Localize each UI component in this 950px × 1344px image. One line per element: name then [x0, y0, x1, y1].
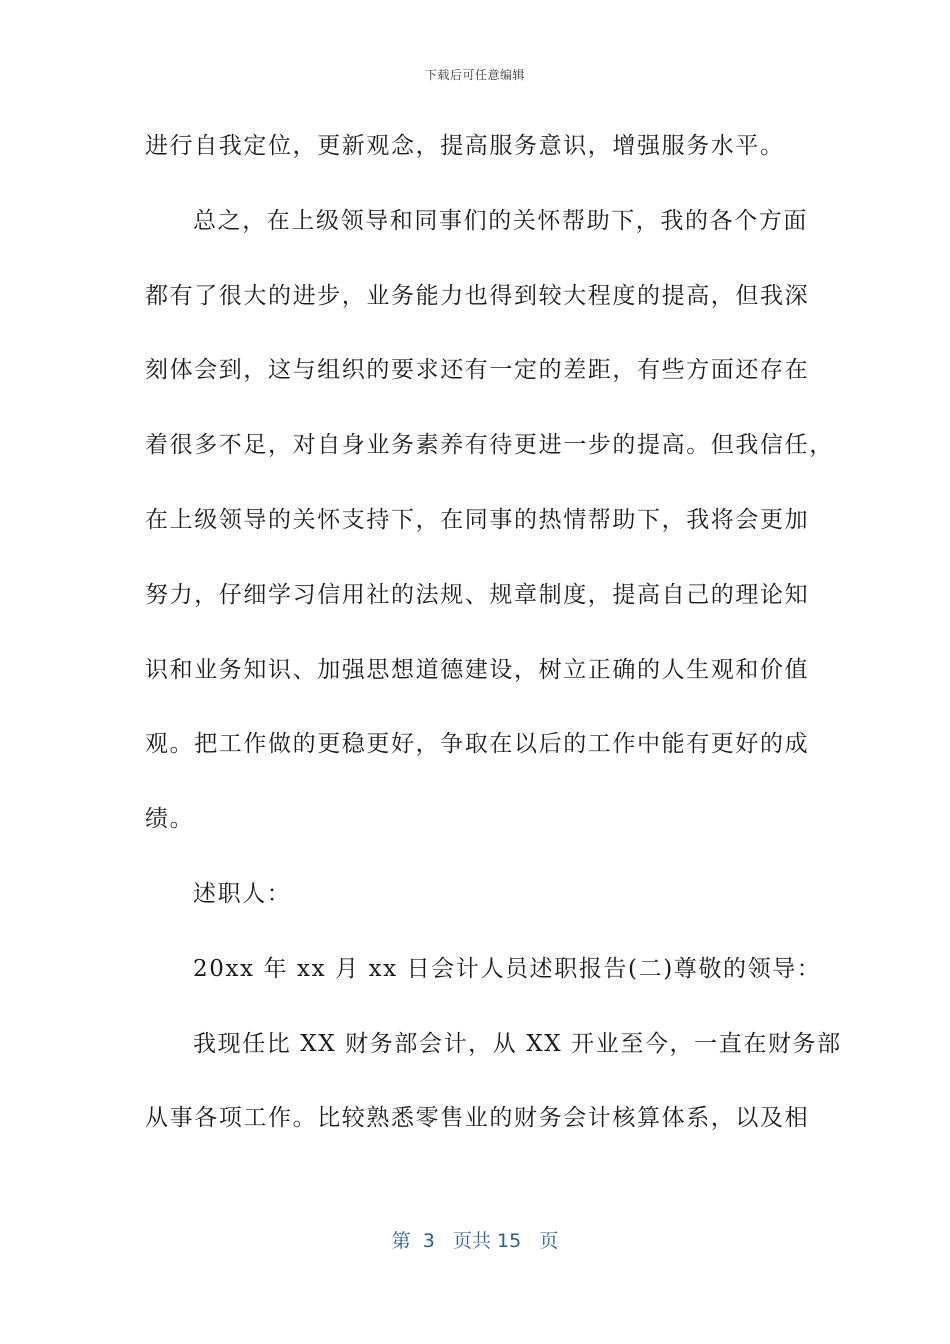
text-line: 刻体会到，这与组织的要求还有一定的差距，有些方面还存在 [145, 357, 810, 384]
text-line: 总之，在上级领导和同事们的关怀帮助下，我的各个方面 [193, 207, 808, 234]
footer-middle: 页共 [452, 1230, 491, 1252]
text-line: 20xx 年 xx 月 xx 日会计人员述职报告(二)尊敬的领导： [193, 955, 822, 982]
text-line: 从事各项工作。比较熟悉零售业的财务会计核算体系，以及相 [145, 1105, 810, 1132]
text-line: 着很多不足，对自身业务素养有待更进一步的提高。但我信任， [145, 432, 834, 459]
text-line: 观。把工作做的更稳更好，争取在以后的工作中能有更好的成 [145, 731, 810, 758]
text-line: 进行自我定位，更新观念，提高服务意识，增强服务水平。 [145, 133, 785, 159]
document-body [145, 122, 842, 1169]
text-line: 我现任比 XX 财务部会计，从 XX 开业至今，一直在财务部 [193, 1030, 842, 1057]
page-footer [0, 1226, 950, 1253]
text-line: 绩。 [145, 806, 195, 833]
text-line: 识和业务知识、加强思想道德建设，树立正确的人生观和价值 [145, 656, 810, 683]
footer-suffix: 页 [539, 1230, 559, 1252]
text-line: 在上级领导的关怀支持下，在同事的热情帮助下，我将会更加 [145, 506, 810, 533]
footer-current-page: 3 [422, 1230, 435, 1252]
text-line: 努力，仔细学习信用社的法规、规章制度，提高自己的理论知 [145, 581, 810, 608]
text-line: 述职人： [193, 880, 292, 907]
footer-total-pages: 15 [497, 1230, 522, 1252]
page-header-note: 下载后可任意编辑 [424, 68, 525, 82]
text-line: 都有了很大的进步，业务能力也得到较大程度的提高，但我深 [145, 282, 810, 309]
footer-prefix: 第 [391, 1230, 411, 1252]
